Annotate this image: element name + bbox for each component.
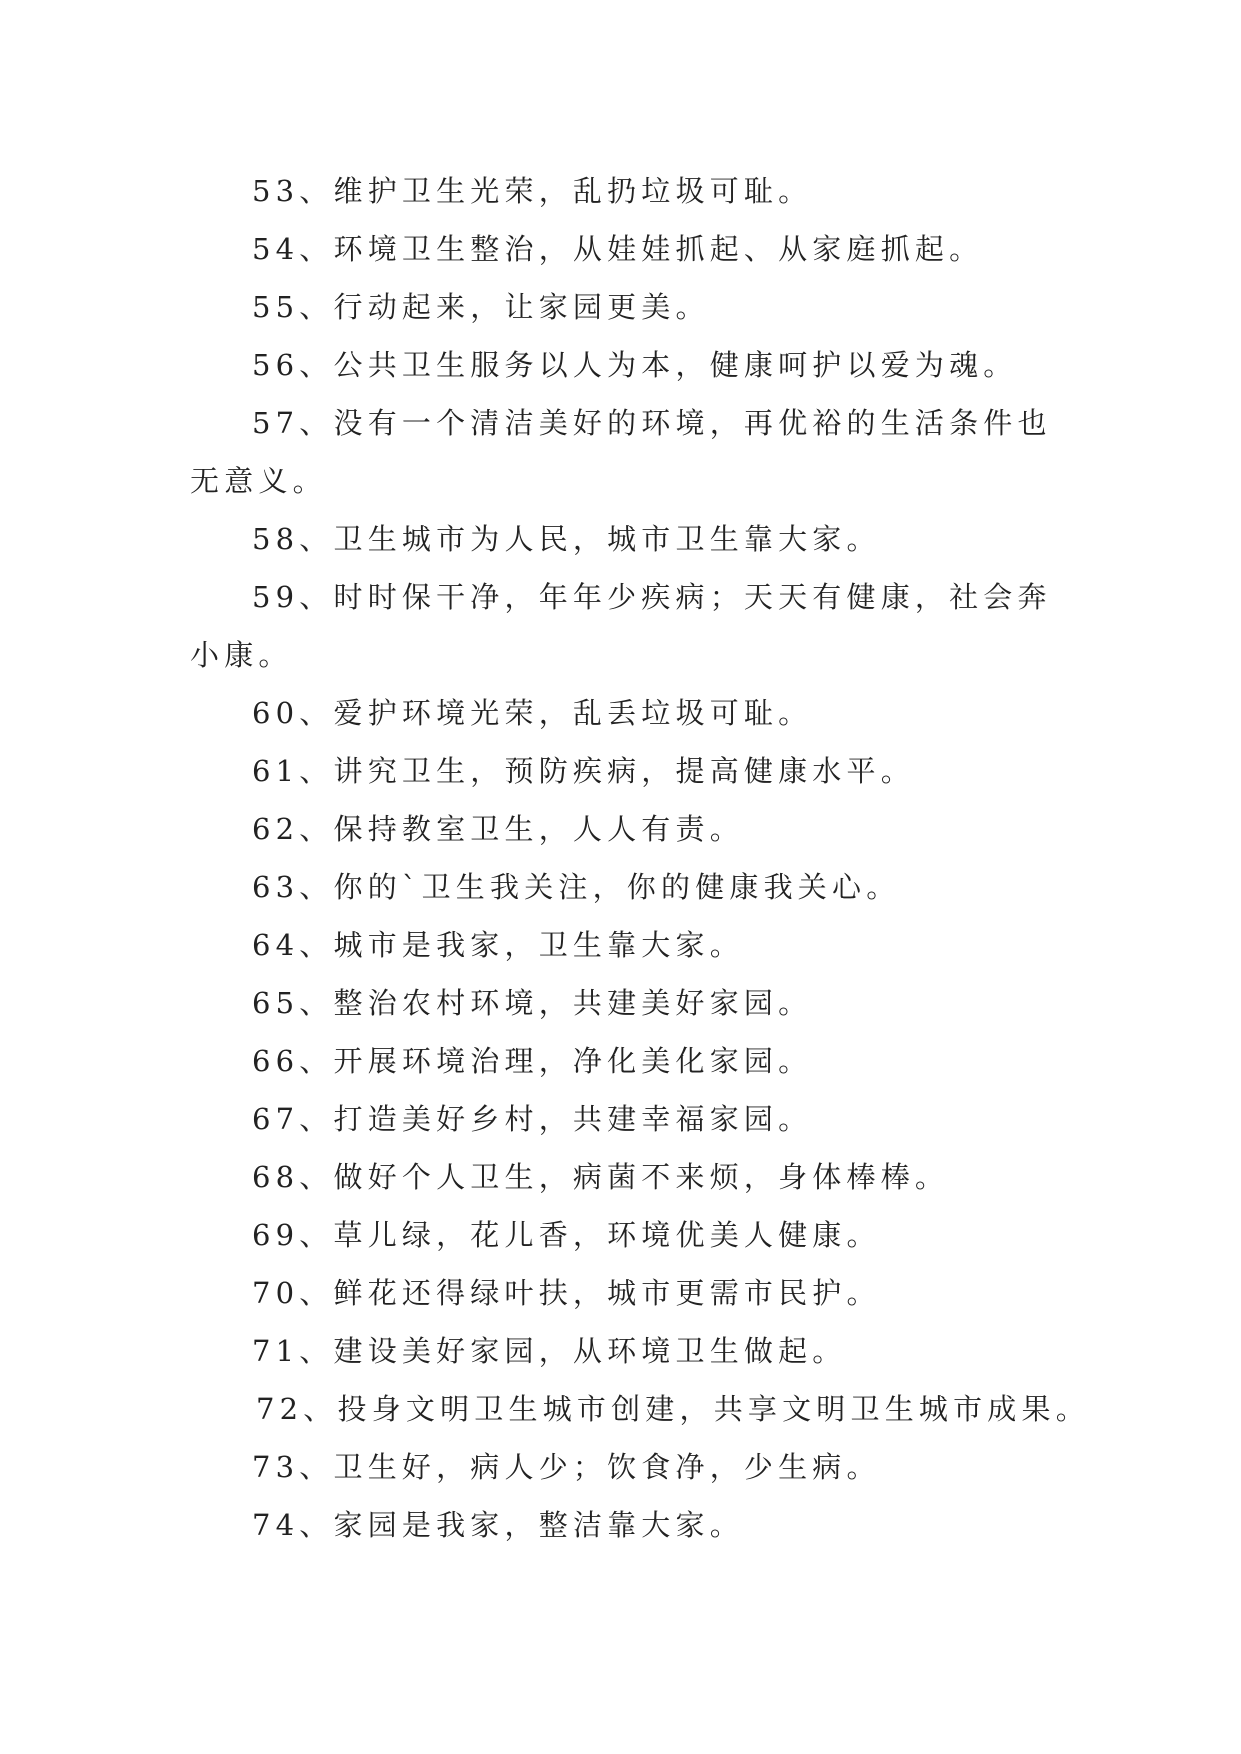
list-item: 58、卫生城市为人民，城市卫生靠大家。 xyxy=(252,522,881,556)
list-item: 54、环境卫生整治，从娃娃抓起、从家庭抓起。 xyxy=(252,232,984,266)
list-item: 73、卫生好，病人少；饮食净，少生病。 xyxy=(252,1450,881,1484)
list-item: 67、打造美好乡村，共建幸福家园。 xyxy=(252,1102,813,1136)
list-item: 60、爱护环境光荣，乱丢垃圾可耻。 xyxy=(252,696,813,730)
list-item: 71、建设美好家园，从环境卫生做起。 xyxy=(252,1334,847,1368)
list-item: 62、保持教室卫生，人人有责。 xyxy=(252,812,744,846)
list-item: 56、公共卫生服务以人为本，健康呵护以爱为魂。 xyxy=(252,348,1018,382)
list-item: 53、维护卫生光荣，乱扔垃圾可耻。 xyxy=(252,174,813,208)
list-item: 66、开展环境治理，净化美化家园。 xyxy=(252,1044,813,1078)
list-item: 68、做好个人卫生，病菌不来烦，身体棒棒。 xyxy=(252,1160,950,1194)
list-item: 63、你的`卫生我关注，你的健康我关心。 xyxy=(252,870,901,904)
list-item: 72、投身文明卫生城市创建，共享文明卫生城市成果。 xyxy=(256,1392,1090,1426)
list-item: 65、整治农村环境，共建美好家园。 xyxy=(252,986,813,1020)
list-item: 64、城市是我家，卫生靠大家。 xyxy=(252,928,744,962)
list-item: 74、家园是我家，整洁靠大家。 xyxy=(252,1508,744,1542)
list-item: 59、时时保干净，年年少疾病；天天有健康，社会奔小康。 xyxy=(190,580,1052,672)
list-item: 61、讲究卫生，预防疾病，提高健康水平。 xyxy=(252,754,915,788)
list-item: 57、没有一个清洁美好的环境，再优裕的生活条件也无意义。 xyxy=(190,406,1052,498)
list-item: 70、鲜花还得绿叶扶，城市更需市民护。 xyxy=(252,1276,881,1310)
slogan-list xyxy=(190,162,1090,1554)
list-item: 55、行动起来，让家园更美。 xyxy=(252,290,710,324)
list-item: 69、草儿绿，花儿香，环境优美人健康。 xyxy=(252,1218,881,1252)
